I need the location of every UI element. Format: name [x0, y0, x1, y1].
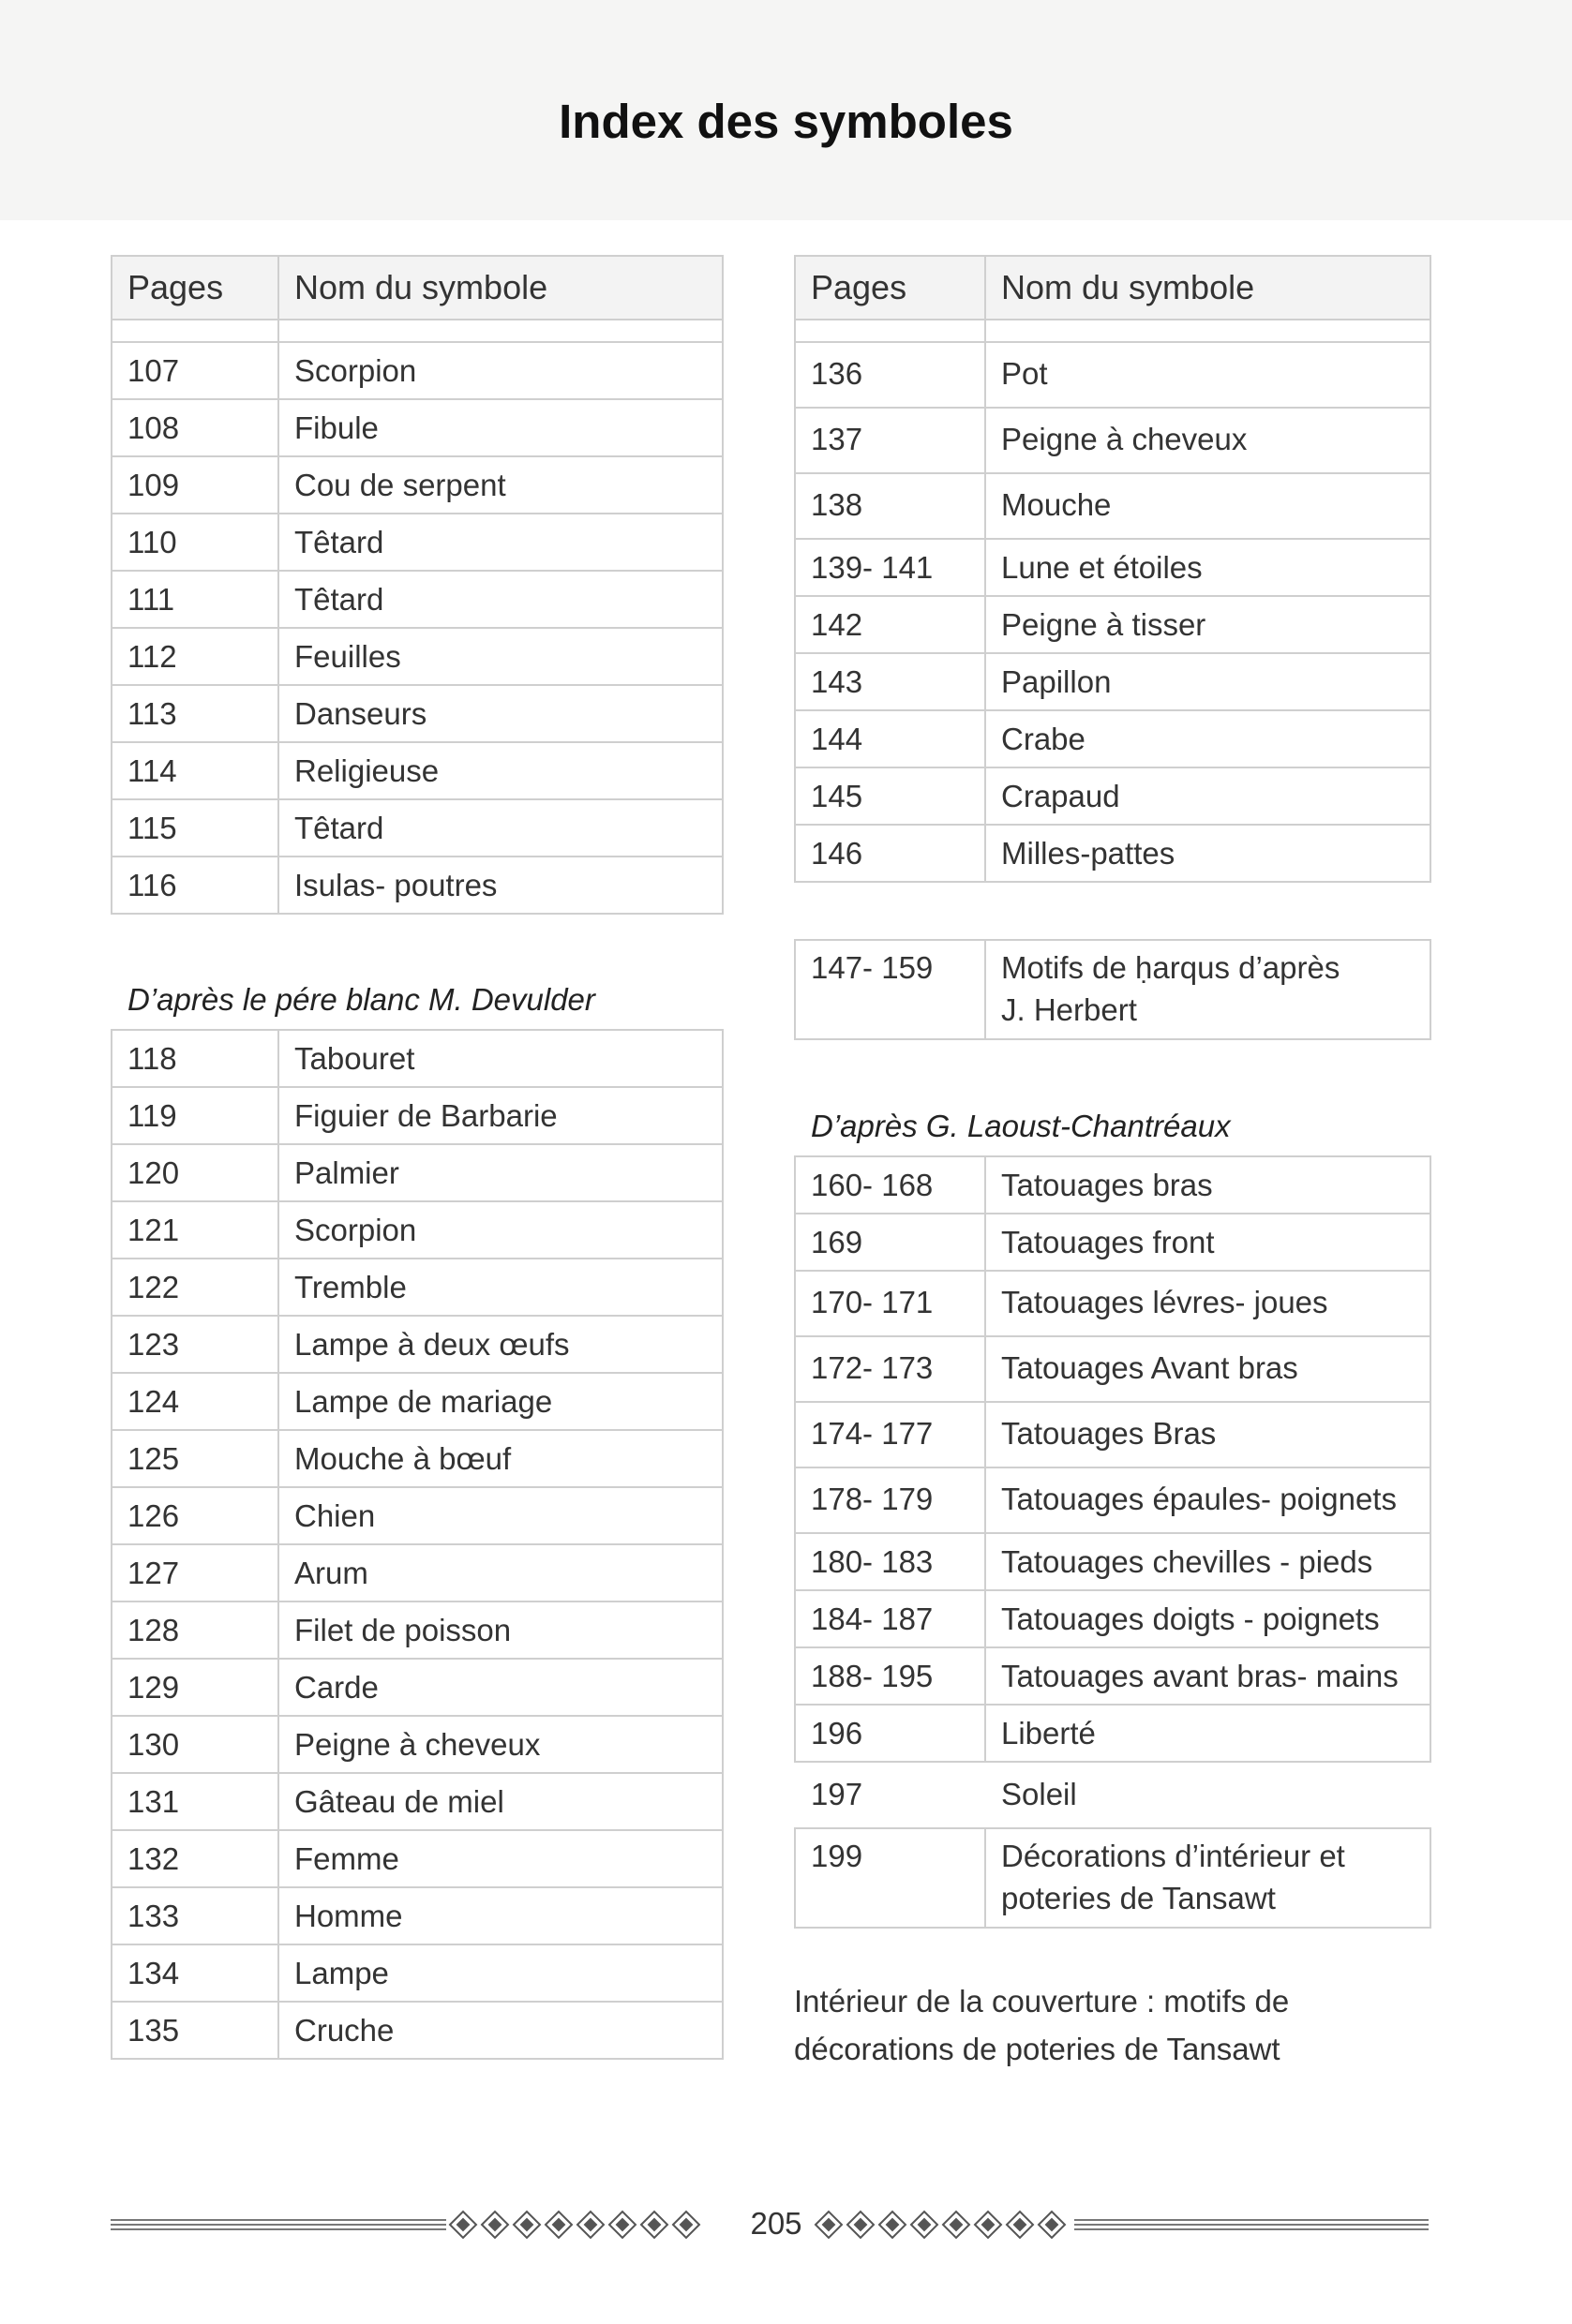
table-row	[795, 1271, 1430, 1336]
page-number: 205	[750, 2206, 802, 2241]
symbol-cell: Gâteau de miel	[278, 1773, 723, 1830]
symbol-cell: Peigne à tisser	[985, 596, 1430, 653]
symbol-cell: Lampe à deux œufs	[278, 1316, 723, 1373]
pages-header: Pages	[112, 256, 278, 320]
symbol-line-2: J. Herbert	[1001, 992, 1137, 1027]
table-row	[112, 1887, 723, 1944]
symbol-cell: Arum	[278, 1544, 723, 1601]
footer-rule-right	[1074, 2219, 1429, 2232]
table-row	[112, 857, 723, 914]
symbol-line-1: Motifs de ḥarqus d’après	[1001, 950, 1340, 985]
page-cell: 143	[795, 653, 985, 710]
table-header-row	[112, 256, 723, 320]
table-row	[795, 1336, 1430, 1402]
table-row	[795, 1533, 1430, 1590]
page-cell: 122	[112, 1259, 278, 1316]
table-row	[112, 1830, 723, 1887]
symbol-cell: Tatouages chevilles - pieds	[985, 1533, 1430, 1590]
symbol-cell: Têtard	[278, 571, 723, 628]
page-cell: 178- 179	[795, 1467, 985, 1533]
page-cell: 197	[811, 1777, 863, 1811]
table-row	[112, 342, 723, 399]
page-cell: 146	[795, 825, 985, 882]
table-row	[112, 685, 723, 742]
section-heading-devulder: D’après le pére blanc M. Devulder	[127, 982, 595, 1017]
symbol-name-header: Nom du symbole	[985, 256, 1430, 320]
page-cell: 116	[112, 857, 278, 914]
symbol-cell: Liberté	[985, 1705, 1430, 1762]
page-header	[0, 0, 1572, 220]
page-cell: 132	[112, 1830, 278, 1887]
cover-note	[794, 1977, 1289, 2073]
table-row	[795, 539, 1430, 596]
table-row	[112, 1144, 723, 1201]
page-cell: 188- 195	[795, 1647, 985, 1705]
page-cell: 131	[112, 1773, 278, 1830]
symbol-cell: Crapaud	[985, 767, 1430, 825]
symbol-cell: Tremble	[278, 1259, 723, 1316]
symbol-line-2: poteries de Tansawt	[1001, 1881, 1276, 1915]
table-row	[112, 1544, 723, 1601]
table-row	[795, 825, 1430, 882]
diamond-border-right-icon	[812, 2208, 1074, 2242]
page-cell: 144	[795, 710, 985, 767]
symbol-cell: Lune et étoiles	[985, 539, 1430, 596]
footer-rule-left	[111, 2219, 446, 2232]
table-row	[112, 571, 723, 628]
table-row	[112, 514, 723, 571]
symbol-cell: Isulas- poutres	[278, 857, 723, 914]
table-row	[112, 628, 723, 685]
table-row	[795, 473, 1430, 539]
symbol-cell: Têtard	[278, 799, 723, 857]
symbol-cell: Palmier	[278, 1144, 723, 1201]
page-title: Index des symboles	[559, 95, 1013, 148]
symbol-cell: Homme	[278, 1887, 723, 1944]
page-cell: 111	[112, 571, 278, 628]
table-row	[795, 1214, 1430, 1271]
symbol-cell: Tatouages avant bras- mains	[985, 1647, 1430, 1705]
spacer-row	[112, 320, 723, 342]
table-row	[112, 1201, 723, 1259]
page-cell: 130	[112, 1716, 278, 1773]
symbol-cell: Tatouages doigts - poignets	[985, 1590, 1430, 1647]
symbol-cell: Tatouages front	[985, 1214, 1430, 1271]
page-cell: 124	[112, 1373, 278, 1430]
page-cell: 136	[795, 342, 985, 408]
index-table-left	[111, 255, 724, 915]
table-row	[112, 1601, 723, 1659]
symbol-cell: Feuilles	[278, 628, 723, 685]
symbol-cell: Tatouages Bras	[985, 1402, 1430, 1467]
table-row	[795, 1156, 1430, 1214]
page-cell: 123	[112, 1316, 278, 1373]
page-cell: 180- 183	[795, 1533, 985, 1590]
diamond-border-left-icon	[446, 2208, 709, 2242]
symbol-cell: Têtard	[278, 514, 723, 571]
symbol-cell: Scorpion	[278, 1201, 723, 1259]
page-cell: 112	[112, 628, 278, 685]
table-row	[112, 1373, 723, 1430]
table-row	[112, 2002, 723, 2059]
table-row	[795, 1402, 1430, 1467]
table-row	[112, 1659, 723, 1716]
table-row	[112, 1430, 723, 1487]
spacer-row	[795, 320, 1430, 342]
page-cell: 129	[112, 1659, 278, 1716]
page-cell: 128	[112, 1601, 278, 1659]
table-row	[795, 710, 1430, 767]
table-row	[795, 342, 1430, 408]
symbol-cell: Lampe	[278, 1944, 723, 2002]
page-cell: 115	[112, 799, 278, 857]
symbol-cell	[985, 1828, 1430, 1928]
index-table-laoust	[794, 1155, 1431, 1763]
page-cell: 135	[112, 2002, 278, 2059]
symbol-cell: Peigne à cheveux	[278, 1716, 723, 1773]
symbol-cell: Cruche	[278, 2002, 723, 2059]
page-cell: 133	[112, 1887, 278, 1944]
table-row	[112, 1030, 723, 1087]
page-cell: 170- 171	[795, 1271, 985, 1336]
table-row	[112, 1773, 723, 1830]
symbol-cell: Papillon	[985, 653, 1430, 710]
table-row	[112, 1259, 723, 1316]
page-cell: 184- 187	[795, 1590, 985, 1647]
page-cell: 127	[112, 1544, 278, 1601]
page-cell: 147- 159	[795, 940, 985, 1039]
symbol-cell: Religieuse	[278, 742, 723, 799]
table-row	[795, 596, 1430, 653]
page-cell: 134	[112, 1944, 278, 2002]
cover-note-line-2: décorations de poteries de Tansawt	[794, 2032, 1280, 2066]
symbol-cell: Danseurs	[278, 685, 723, 742]
page-cell: 126	[112, 1487, 278, 1544]
table-header-row	[795, 256, 1430, 320]
symbol-name-header: Nom du symbole	[278, 256, 723, 320]
symbol-cell: Filet de poisson	[278, 1601, 723, 1659]
section-heading-laoust: D’après G. Laoust-Chantréaux	[811, 1109, 1231, 1143]
symbol-cell: Peigne à cheveux	[985, 408, 1430, 473]
page-cell: 107	[112, 342, 278, 399]
table-row	[112, 799, 723, 857]
cover-note-line-1: Intérieur de la couverture : motifs de	[794, 1984, 1290, 2019]
page-cell: 109	[112, 456, 278, 514]
symbol-cell: Carde	[278, 1659, 723, 1716]
table-row	[795, 1705, 1430, 1762]
table-row	[795, 1647, 1430, 1705]
page-cell: 145	[795, 767, 985, 825]
symbol-cell: Tatouages Avant bras	[985, 1336, 1430, 1402]
page-cell: 108	[112, 399, 278, 456]
symbol-cell: Milles-pattes	[985, 825, 1430, 882]
table-row	[795, 1590, 1430, 1647]
page-cell: 169	[795, 1214, 985, 1271]
table-row	[795, 767, 1430, 825]
page-cell: 172- 173	[795, 1336, 985, 1402]
symbol-cell: Fibule	[278, 399, 723, 456]
page-cell: 137	[795, 408, 985, 473]
page-cell: 196	[795, 1705, 985, 1762]
symbol-cell: Lampe de mariage	[278, 1373, 723, 1430]
page-cell: 113	[112, 685, 278, 742]
page-cell: 118	[112, 1030, 278, 1087]
table-row	[112, 1487, 723, 1544]
table-row	[112, 1087, 723, 1144]
table-row	[795, 653, 1430, 710]
symbol-cell: Chien	[278, 1487, 723, 1544]
symbol-cell: Tatouages épaules- poignets	[985, 1467, 1430, 1533]
page-footer	[111, 2208, 1429, 2242]
page-cell: 120	[112, 1144, 278, 1201]
page-cell: 142	[795, 596, 985, 653]
index-table-final	[794, 1827, 1431, 1929]
symbol-cell: Tatouages bras	[985, 1156, 1430, 1214]
page-cell: 199	[795, 1828, 985, 1928]
table-row	[112, 1316, 723, 1373]
table-row	[795, 408, 1430, 473]
symbol-cell	[985, 940, 1430, 1039]
symbol-cell: Pot	[985, 342, 1430, 408]
symbol-cell: Cou de serpent	[278, 456, 723, 514]
table-row	[795, 1828, 1430, 1928]
page-cell: 174- 177	[795, 1402, 985, 1467]
page-cell: 114	[112, 742, 278, 799]
table-row	[112, 742, 723, 799]
page-cell: 160- 168	[795, 1156, 985, 1214]
table-row	[112, 1716, 723, 1773]
page-cell: 125	[112, 1430, 278, 1487]
page-cell: 138	[795, 473, 985, 539]
symbol-cell: Mouche à bœuf	[278, 1430, 723, 1487]
page-cell: 139- 141	[795, 539, 985, 596]
symbol-cell: Crabe	[985, 710, 1430, 767]
table-row	[112, 399, 723, 456]
page-cell: 121	[112, 1201, 278, 1259]
symbol-cell: Tatouages lévres- joues	[985, 1271, 1430, 1336]
index-table-herbert	[794, 939, 1431, 1040]
table-row	[112, 1944, 723, 2002]
index-table-right	[794, 255, 1431, 883]
table-row	[112, 456, 723, 514]
index-table-devulder	[111, 1029, 724, 2060]
symbol-cell: Mouche	[985, 473, 1430, 539]
soleil-row	[794, 1771, 1430, 1827]
table-row	[795, 1467, 1430, 1533]
pages-header: Pages	[795, 256, 985, 320]
symbol-cell: Soleil	[1001, 1777, 1077, 1811]
symbol-cell: Figuier de Barbarie	[278, 1087, 723, 1144]
page-cell: 119	[112, 1087, 278, 1144]
symbol-cell: Scorpion	[278, 342, 723, 399]
symbol-line-1: Décorations d’intérieur et	[1001, 1839, 1345, 1873]
page-cell: 110	[112, 514, 278, 571]
symbol-cell: Femme	[278, 1830, 723, 1887]
table-row	[795, 940, 1430, 1039]
symbol-cell: Tabouret	[278, 1030, 723, 1087]
